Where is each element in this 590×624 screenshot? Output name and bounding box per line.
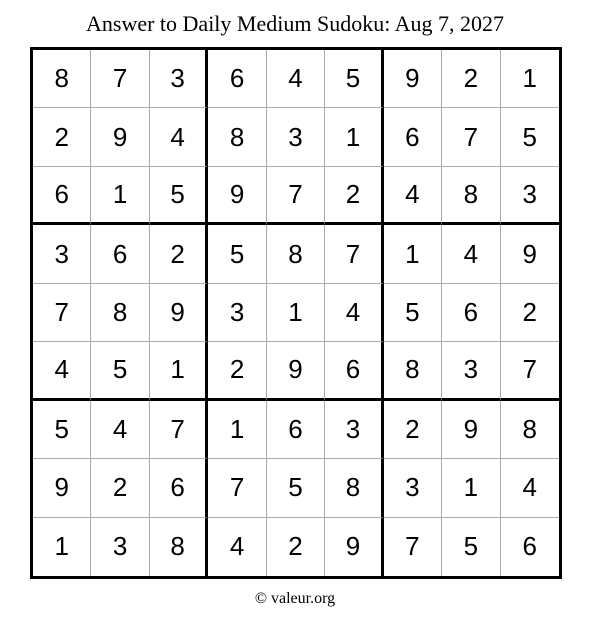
sudoku-cell: 1 (208, 401, 266, 459)
sudoku-cell: 3 (501, 167, 559, 225)
sudoku-cell: 8 (33, 50, 91, 108)
page-title: Answer to Daily Medium Sudoku: Aug 7, 2027 (86, 11, 504, 36)
sudoku-cell: 6 (33, 167, 91, 225)
sudoku-cell: 6 (91, 225, 149, 283)
sudoku-cell: 4 (501, 459, 559, 517)
sudoku-cell: 5 (442, 518, 500, 576)
sudoku-cell: 7 (208, 459, 266, 517)
sudoku-cell: 8 (442, 167, 500, 225)
sudoku-cell: 5 (267, 459, 325, 517)
sudoku-board (30, 47, 562, 579)
sudoku-cell: 9 (91, 108, 149, 166)
sudoku-cell: 1 (325, 108, 383, 166)
sudoku-cell: 9 (267, 342, 325, 400)
sudoku-cell: 6 (442, 284, 500, 342)
sudoku-cell: 1 (33, 518, 91, 576)
sudoku-cell: 4 (325, 284, 383, 342)
sudoku-cell: 2 (501, 284, 559, 342)
sudoku-cell: 9 (325, 518, 383, 576)
sudoku-cell: 9 (208, 167, 266, 225)
sudoku-cell: 2 (325, 167, 383, 225)
sudoku-cell: 8 (267, 225, 325, 283)
sudoku-cell: 3 (442, 342, 500, 400)
sudoku-cell: 6 (208, 50, 266, 108)
sudoku-cell: 5 (150, 167, 208, 225)
sudoku-cell: 4 (384, 167, 442, 225)
sudoku-cell: 2 (33, 108, 91, 166)
sudoku-cell: 4 (267, 50, 325, 108)
sudoku-cell: 7 (442, 108, 500, 166)
sudoku-cell: 6 (522, 531, 537, 562)
sudoku-cell: 2 (267, 518, 325, 576)
sudoku-cell: 1 (384, 225, 442, 283)
sudoku-cell: 7 (325, 225, 383, 283)
sudoku-cell: 7 (267, 167, 325, 225)
sudoku-cell: 3 (91, 518, 149, 576)
sudoku-cell: 9 (33, 459, 91, 517)
sudoku-cell: 6 (325, 342, 383, 400)
sudoku-cell: 4 (208, 518, 266, 576)
sudoku-cell: 5 (208, 225, 266, 283)
sudoku-cell: 8 (325, 459, 383, 517)
copyright-footer: © valeur.org (254, 590, 336, 607)
sudoku-cell: 6 (150, 459, 208, 517)
sudoku-cell: 6 (384, 108, 442, 166)
sudoku-cell: 7 (501, 342, 559, 400)
sudoku-cell: 8 (384, 342, 442, 400)
sudoku-cell: 3 (150, 50, 208, 108)
sudoku-cell: 2 (150, 225, 208, 283)
sudoku-cell: 7 (150, 401, 208, 459)
sudoku-cell: 3 (33, 225, 91, 283)
sudoku-cell: 7 (384, 518, 442, 576)
sudoku-cell: 9 (501, 225, 559, 283)
sudoku-cell: 4 (33, 342, 91, 400)
sudoku-cell: 1 (442, 459, 500, 517)
sudoku-cell: 7 (91, 50, 149, 108)
sudoku-cell: 5 (91, 342, 149, 400)
sudoku-cell: 8 (91, 284, 149, 342)
sudoku-cell: 3 (267, 108, 325, 166)
sudoku-cell: 8 (501, 401, 559, 459)
sudoku-cell: 2 (442, 50, 500, 108)
sudoku-cell: 7 (33, 284, 91, 342)
sudoku-cell: 8 (150, 518, 208, 576)
sudoku-cell: 3 (208, 284, 266, 342)
sudoku-cell: 4 (442, 225, 500, 283)
sudoku-cell: 2 (91, 459, 149, 517)
sudoku-cell: 9 (150, 284, 208, 342)
sudoku-cell: 4 (91, 401, 149, 459)
sudoku-cell: 3 (325, 401, 383, 459)
sudoku-cell: 6 (267, 401, 325, 459)
sudoku-cell: 1 (267, 284, 325, 342)
sudoku-cell: 5 (33, 401, 91, 459)
sudoku-cell: 1 (91, 167, 149, 225)
sudoku-cell: 1 (150, 342, 208, 400)
sudoku-cell: 3 (384, 459, 442, 517)
sudoku-cell: 5 (384, 284, 442, 342)
sudoku-cell: 2 (208, 342, 266, 400)
sudoku-cell: 5 (501, 108, 559, 166)
sudoku-cell: 9 (442, 401, 500, 459)
sudoku-cell: 9 (384, 50, 442, 108)
sudoku-cell: 2 (384, 401, 442, 459)
sudoku-cell: 4 (150, 108, 208, 166)
sudoku-cell: 8 (208, 108, 266, 166)
sudoku-cell: 5 (325, 50, 383, 108)
sudoku-cell: 1 (501, 50, 559, 108)
